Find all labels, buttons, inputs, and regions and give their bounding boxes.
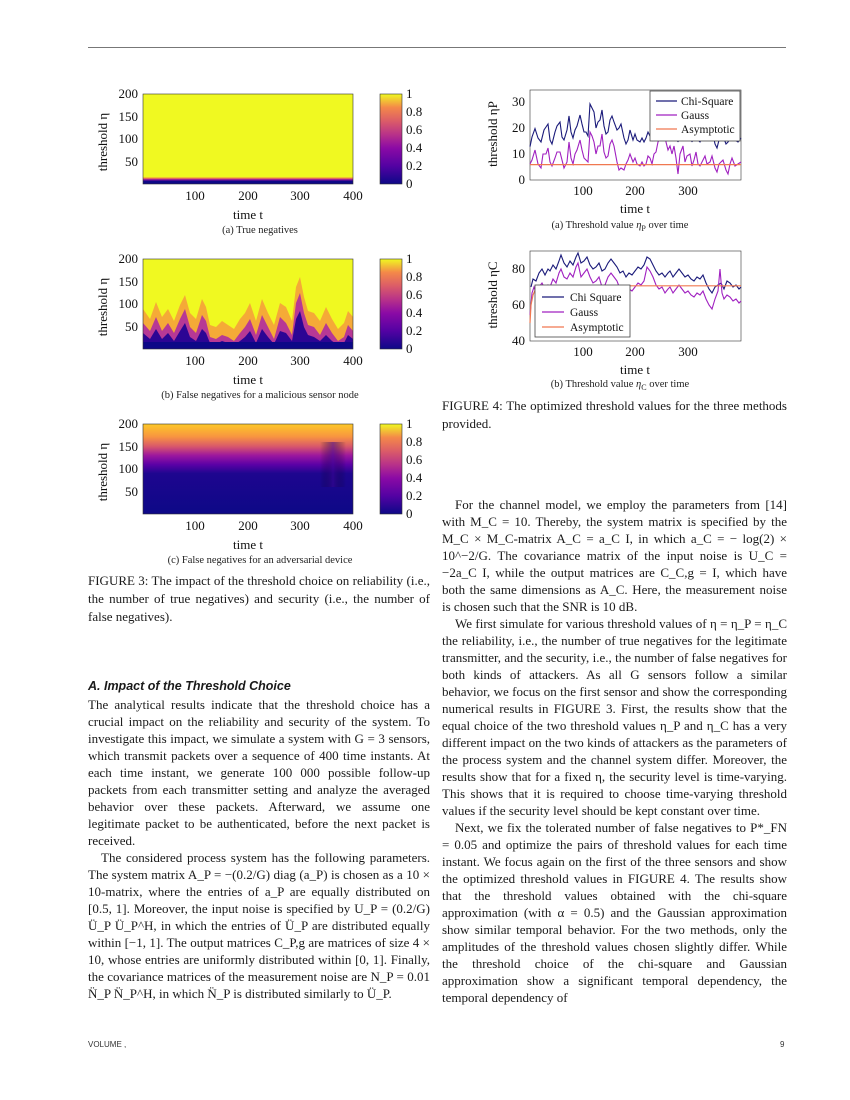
svg-text:0.2: 0.2 — [406, 323, 423, 338]
figure3-heatmap-a — [90, 82, 430, 240]
svg-text:0.4: 0.4 — [406, 140, 423, 155]
svg-text:150: 150 — [118, 109, 138, 124]
heatmap-area — [143, 94, 353, 184]
svg-text:300: 300 — [678, 183, 698, 198]
right-column-text — [442, 496, 787, 1006]
paragraph: The considered process system has the following parameters. The system matrix A_P = −(0.2/G) diag (a_P) is chosen as a 10 × 10-matrix, where the entries of a_P are equally distributed on [0.5, 1]. Moreover, the input noise is specified by U_P = (0.2/G) Ü_P Ü_P^H, in which the entries of Ü_P are distributed equally within [−1, 1]. The output matrices C_P,g are matrices of size 4 × 10, whose entries are uniformly distributed within [0, 1]. Finally, the covariance matrices of the measurement noise are N_P = 0.01 N̈_P N̈_P^H, in which N̈_P is distributed similarly to Ü_P. — [88, 850, 430, 1001]
svg-text:200: 200 — [625, 344, 645, 359]
svg-text:10: 10 — [512, 146, 525, 161]
figure4-caption: FIGURE 4: The optimized threshold values for the three methods provided. — [442, 398, 787, 431]
paragraph: For the channel model, we employ the parameters from [14] with M_C = 10. Thereby, the system matrix is specified by the M_C × M_C-matrix A_C = a_C I, in which a_C = − log(2) × 10^−2/G. The covariance matrix of the input noise is U_C = −2a_C I, while the output matrices are C_C,g = I, which have both the same dimensions as A_C. Here, the measurement noise is chosen such that the SNR is 10 dB. — [442, 497, 787, 614]
left-column-text — [88, 678, 430, 1002]
svg-text:0: 0 — [406, 506, 413, 521]
svg-text:300: 300 — [290, 188, 310, 203]
svg-text:time t: time t — [233, 207, 263, 222]
svg-text:80: 80 — [512, 261, 525, 276]
svg-text:400: 400 — [343, 518, 363, 533]
footer-page-number: 9 — [780, 1040, 785, 1049]
svg-text:100: 100 — [185, 353, 205, 368]
svg-text:400: 400 — [343, 188, 363, 203]
svg-text:0: 0 — [406, 341, 413, 356]
footer-volume: VOLUME , — [88, 1040, 127, 1049]
svg-text:50: 50 — [125, 319, 138, 334]
svg-text:60: 60 — [512, 297, 525, 312]
svg-text:200: 200 — [118, 416, 138, 431]
svg-text:150: 150 — [118, 274, 138, 289]
figure4-line-chart-a — [480, 82, 760, 232]
svg-text:100: 100 — [118, 296, 138, 311]
svg-text:20: 20 — [512, 120, 525, 135]
paragraph: The analytical results indicate that the threshold choice has a crucial impact on the reliability and security of the system. To investigate this impact, we simulate a system with G = 3 sensors, which transmit packets over a sequence of 400 time instants. At each time instant, we generate 100 000 possible follow-up packets from each transmitter setting and analyze the averaged behavior over these packets. Afterward, we assume one legitimate packet to be authenticated, before the next packet is received. — [88, 697, 430, 848]
svg-text:100: 100 — [118, 461, 138, 476]
colorbar — [380, 424, 402, 514]
svg-text:time t: time t — [620, 201, 650, 216]
svg-text:0: 0 — [406, 176, 413, 191]
svg-text:threshold ηC: threshold ηC — [485, 261, 500, 329]
svg-text:100: 100 — [185, 188, 205, 203]
svg-text:Chi Square: Chi Square — [570, 292, 622, 304]
figure4b-caption: (b) Threshold value $\eta_C$ over time — [550, 379, 690, 393]
svg-text:0.2: 0.2 — [406, 488, 423, 503]
svg-text:1: 1 — [406, 416, 413, 431]
svg-text:200: 200 — [238, 353, 258, 368]
colorbar — [380, 259, 402, 349]
header-rule — [88, 47, 786, 48]
svg-text:40: 40 — [512, 333, 525, 348]
figure3a-caption: (a) True negatives — [222, 225, 298, 236]
paragraph: We first simulate for various threshold values of η = η_P = η_C the reliability, i.e., the number of true negatives for the legitimate transmitter, and the security, i.e., the number of false negatives for both kinds of attackers. As all G sensors follow a similar behavior, we focus on the first sensor and show the corresponding numerical results in FIGURE 3. First, the results show that the equal choice of the two threshold values η_P and η_C has a very different impact on the two kinds of attackers as the parameters of the process system and the channel system differ. Moreover, the results show that for a fixed η, the security level is time-varying. This shows that it is required to choose time-varying threshold values if the security level should be kept constant over time. — [442, 616, 787, 818]
svg-text:150: 150 — [118, 439, 138, 454]
svg-text:400: 400 — [343, 353, 363, 368]
svg-text:threshold η: threshold η — [95, 112, 110, 172]
svg-text:100: 100 — [185, 518, 205, 533]
svg-text:100: 100 — [573, 183, 593, 198]
svg-text:1: 1 — [406, 251, 413, 266]
figure3b-caption: (b) False negatives for a malicious sensor node — [161, 390, 359, 401]
svg-text:300: 300 — [678, 344, 698, 359]
svg-text:0.4: 0.4 — [406, 305, 423, 320]
figure3-heatmap-c — [90, 412, 430, 570]
legend — [650, 91, 740, 141]
figure3-heatmap-b — [90, 247, 430, 405]
svg-text:threshold ηP: threshold ηP — [485, 101, 500, 167]
figure3-caption: FIGURE 3: The impact of the threshold choice on reliability (i.e., the number of true negatives) and security (i.e., the number of false negatives). — [88, 573, 430, 624]
svg-text:0.6: 0.6 — [406, 452, 423, 467]
svg-text:time t: time t — [620, 362, 650, 377]
svg-text:Asymptotic: Asymptotic — [681, 124, 735, 136]
figure4-line-chart-b — [480, 243, 760, 393]
svg-text:0.8: 0.8 — [406, 269, 423, 284]
colorbar — [380, 94, 402, 184]
svg-text:200: 200 — [118, 251, 138, 266]
figure4a-caption: (a) Threshold value $\eta_P$ over time — [551, 220, 689, 234]
figure3c-caption: (c) False negatives for an adversarial device — [167, 555, 353, 566]
svg-text:Gauss: Gauss — [681, 110, 710, 122]
svg-text:threshold η: threshold η — [95, 442, 110, 502]
svg-text:Chi-Square: Chi-Square — [681, 96, 734, 108]
svg-text:0: 0 — [518, 172, 525, 187]
svg-text:300: 300 — [290, 518, 310, 533]
svg-text:200: 200 — [625, 183, 645, 198]
section-heading: A. Impact of the Threshold Choice — [88, 679, 291, 693]
svg-text:0.6: 0.6 — [406, 122, 423, 137]
svg-text:0.8: 0.8 — [406, 434, 423, 449]
svg-text:100: 100 — [573, 344, 593, 359]
svg-text:threshold η: threshold η — [95, 277, 110, 337]
paragraph: Next, we fix the tolerated number of false negatives to P*_FN = 0.05 and optimize the pairs of threshold values for each time instant. We focus again on the first of the three sensors and show the optimized threshold values in FIGURE 4. The results show that the threshold values obtained with the chi-square approximation (with α = 0.5) and the Gaussian approximation show similar temporal behavior. For the two methods, only the amplitudes of the threshold values chosen slightly differ. While the threshold choice of the chi-square and Gaussian approximation show a significant temporal dependency, the temporal dependency of — [442, 820, 787, 1005]
svg-text:0.6: 0.6 — [406, 287, 423, 302]
svg-text:time t: time t — [233, 537, 263, 552]
svg-text:50: 50 — [125, 484, 138, 499]
svg-text:Asymptotic: Asymptotic — [570, 322, 624, 334]
svg-text:200: 200 — [238, 518, 258, 533]
svg-text:100: 100 — [118, 131, 138, 146]
svg-text:300: 300 — [290, 353, 310, 368]
svg-text:time t: time t — [233, 372, 263, 387]
svg-text:200: 200 — [118, 86, 138, 101]
svg-text:50: 50 — [125, 154, 138, 169]
svg-text:Gauss: Gauss — [570, 307, 599, 319]
svg-text:30: 30 — [512, 94, 525, 109]
svg-text:0.8: 0.8 — [406, 104, 423, 119]
svg-text:0.4: 0.4 — [406, 470, 423, 485]
svg-text:0.2: 0.2 — [406, 158, 423, 173]
legend — [535, 285, 630, 337]
svg-text:200: 200 — [238, 188, 258, 203]
svg-text:1: 1 — [406, 86, 413, 101]
